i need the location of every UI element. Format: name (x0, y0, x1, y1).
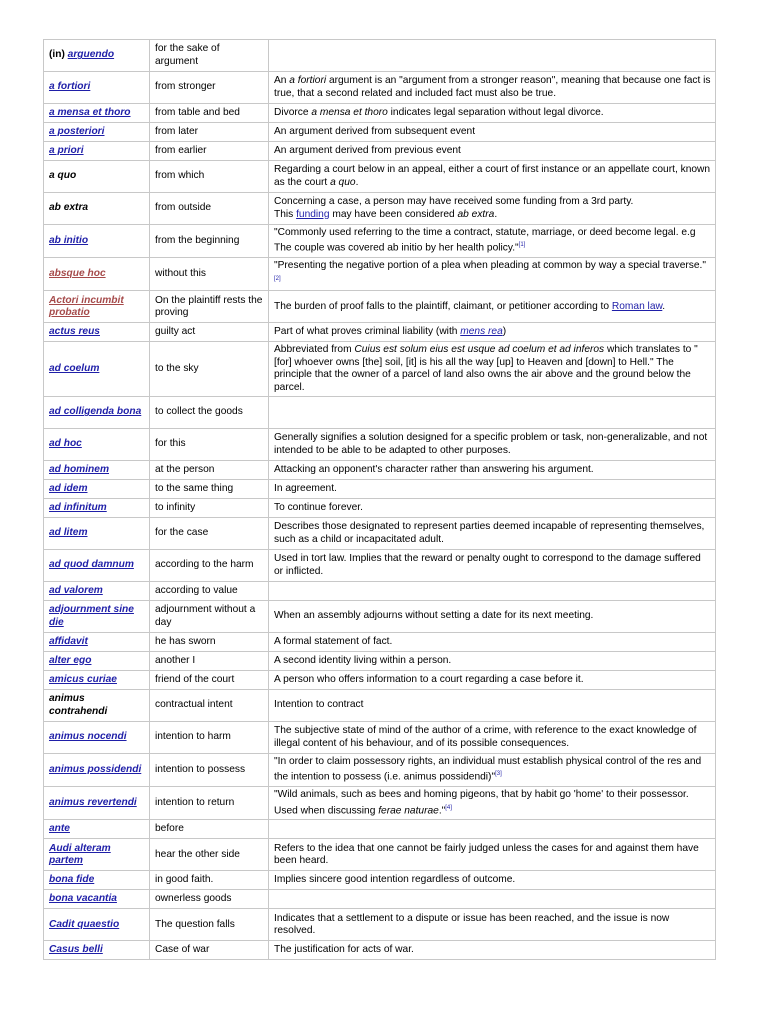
table-row (44, 671, 716, 690)
table-row (44, 690, 716, 722)
table-row (44, 397, 716, 429)
meaning-cell: to the same thing (150, 480, 269, 499)
table-row (44, 499, 716, 518)
description-cell: An argument derived from subsequent event (269, 123, 716, 142)
term-link[interactable]: amicus curiae (49, 673, 117, 685)
term-cell (44, 871, 150, 890)
term-cell (44, 323, 150, 342)
table-row (44, 429, 716, 461)
table-row (44, 461, 716, 480)
term-link[interactable]: bona vacantia (49, 893, 117, 905)
table-row (44, 820, 716, 839)
description-cell: A second identity living within a person. (269, 652, 716, 671)
italic-phrase: ab extra (457, 208, 495, 220)
description-cell (269, 40, 716, 72)
table-row (44, 909, 716, 941)
description-cell: Concerning a case, a person may have received some funding from a 3rd party. This funding may have been considered ab extra. (269, 193, 716, 225)
term-cell (44, 890, 150, 909)
meaning-cell: hear the other side (150, 839, 269, 871)
meaning-cell: in good faith. (150, 871, 269, 890)
term-link[interactable]: Casus belli (49, 944, 103, 956)
term-cell (44, 941, 150, 960)
term-cell (44, 225, 150, 258)
italic-phrase: Cuius est solum eius est usque ad coelum et ad inferos (354, 344, 605, 356)
description-cell: "Wild animals, such as bees and homing pigeons, that by habit go 'home' to their possessor. Used when discussing ferae naturae."[4] (269, 787, 716, 820)
table-row (44, 40, 716, 72)
term-cell (44, 142, 150, 161)
term-cell (44, 722, 150, 754)
term-text: ab extra (49, 202, 89, 214)
term-cell (44, 652, 150, 671)
description-cell: A formal statement of fact. (269, 633, 716, 652)
term-link[interactable]: ad infinitum (49, 501, 107, 513)
table-row (44, 941, 716, 960)
description-cell: "In order to claim possessory rights, an individual must establish physical control of the res and the intention to possess (i.e. animus possidendi)"[3] (269, 754, 716, 787)
description-cell: An argument derived from previous event (269, 142, 716, 161)
term-cell (44, 754, 150, 787)
table-row (44, 225, 716, 258)
table-row (44, 722, 716, 754)
legal-terms-page (43, 39, 715, 960)
meaning-cell: for the case (150, 518, 269, 550)
table-row (44, 123, 716, 142)
meaning-cell: contractual intent (150, 690, 269, 722)
term-link[interactable]: ab initio (49, 234, 89, 246)
table-row (44, 754, 716, 787)
term-link[interactable]: ad hominem (49, 463, 110, 475)
term-cell (44, 123, 150, 142)
meaning-cell: intention to harm (150, 722, 269, 754)
description-cell: Regarding a court below in an appeal, either a court of first instance or an appellate court, known as the court a quo. (269, 161, 716, 193)
term-cell (44, 671, 150, 690)
meaning-cell: from earlier (150, 142, 269, 161)
meaning-cell: before (150, 820, 269, 839)
meaning-cell: to collect the goods (150, 397, 269, 429)
description-cell: Refers to the idea that one cannot be fairly judged unless the cases for and against them have been heard. (269, 839, 716, 871)
term-link[interactable]: ante (49, 823, 70, 835)
description-cell: The subjective state of mind of the author of a crime, with reference to the exact knowledge of illegal content of his behaviour, and of its possible consequences. (269, 722, 716, 754)
term-link[interactable]: a posteriori (49, 125, 105, 137)
term-cell (44, 480, 150, 499)
table-row (44, 601, 716, 633)
meaning-cell: to infinity (150, 499, 269, 518)
italic-phrase: a mensa et thoro (311, 106, 388, 118)
term-cell (44, 550, 150, 582)
description-cell: Divorce a mensa et thoro indicates legal separation without legal divorce. (269, 104, 716, 123)
meaning-cell: ownerless goods (150, 890, 269, 909)
term-cell (44, 193, 150, 225)
description-link[interactable]: funding (296, 208, 330, 220)
meaning-cell: from the beginning (150, 225, 269, 258)
term-cell (44, 839, 150, 871)
meaning-cell: from stronger (150, 72, 269, 104)
description-cell (269, 890, 716, 909)
term-link[interactable]: animus possidendi (49, 763, 142, 775)
meaning-cell: The question falls (150, 909, 269, 941)
italic-phrase: a quo (330, 176, 356, 188)
table-body (44, 40, 716, 960)
term-link[interactable]: actus reus (49, 326, 100, 338)
term-cell (44, 161, 150, 193)
table-row (44, 161, 716, 193)
table-row (44, 480, 716, 499)
term-link[interactable]: animus nocendi (49, 731, 127, 743)
meaning-cell: from later (150, 123, 269, 142)
description-cell: Attacking an opponent's character rather than answering his argument. (269, 461, 716, 480)
meaning-cell: to the sky (150, 342, 269, 397)
meaning-cell: On the plaintiff rests the proving (150, 291, 269, 323)
table-row (44, 142, 716, 161)
meaning-cell: friend of the court (150, 671, 269, 690)
description-cell: Intention to contract (269, 690, 716, 722)
citation-link[interactable]: [4] (445, 804, 452, 811)
description-cell: "Commonly used referring to the time a contract, statute, marriage, or deed become legal. e.g The couple was covered ab initio by her health policy."[1] (269, 225, 716, 258)
meaning-cell: intention to return (150, 787, 269, 820)
meaning-cell: from table and bed (150, 104, 269, 123)
meaning-cell: guilty act (150, 323, 269, 342)
table-row (44, 787, 716, 820)
term-cell (44, 690, 150, 722)
description-cell: "Presenting the negative portion of a plea when pleading at common by way a special traverse."[2] (269, 258, 716, 291)
meaning-cell: at the person (150, 461, 269, 480)
description-cell: The justification for acts of war. (269, 941, 716, 960)
term-cell (44, 461, 150, 480)
meaning-cell: for this (150, 429, 269, 461)
table-row (44, 258, 716, 291)
description-cell: In agreement. (269, 480, 716, 499)
term-cell (44, 499, 150, 518)
table-row (44, 550, 716, 582)
term-link[interactable]: ad hoc (49, 438, 82, 450)
term-link[interactable]: absque hoc (49, 268, 106, 280)
description-cell: Part of what proves criminal liability (with mens rea) (269, 323, 716, 342)
description-cell: The burden of proof falls to the plaintiff, claimant, or petitioner according to Roman law. (269, 291, 716, 323)
term-link[interactable]: ad colligenda bona (49, 406, 142, 418)
term-link[interactable]: ad coelum (49, 363, 100, 375)
term-cell (44, 72, 150, 104)
meaning-cell: according to the harm (150, 550, 269, 582)
meaning-cell: from outside (150, 193, 269, 225)
term-cell (44, 258, 150, 291)
description-link[interactable]: Roman law (611, 300, 663, 312)
term-link[interactable]: bona fide (49, 874, 95, 886)
term-cell (44, 820, 150, 839)
table-row (44, 582, 716, 601)
term-link[interactable]: Cadit quaestio (49, 918, 120, 930)
description-cell (269, 582, 716, 601)
description-link[interactable]: mens rea (460, 326, 503, 338)
term-cell (44, 397, 150, 429)
table-row (44, 342, 716, 397)
italic-phrase: a fortiori (289, 75, 327, 87)
citation-link[interactable]: [2] (274, 275, 281, 282)
term-cell (44, 40, 150, 72)
table-row (44, 518, 716, 550)
citation-link[interactable]: [1] (518, 242, 526, 249)
term-cell (44, 633, 150, 652)
description-cell: Generally signifies a solution designed for a specific problem or task, non-generalizable, and not intended to be able to be adapted to other purposes. (269, 429, 716, 461)
table-row (44, 890, 716, 909)
term-prefix: (in) (49, 49, 68, 61)
table-row (44, 323, 716, 342)
italic-phrase: ferae naturae (378, 805, 439, 817)
description-cell (269, 397, 716, 429)
term-link[interactable]: affidavit (49, 635, 88, 647)
term-link[interactable]: ad quod damnum (49, 559, 134, 571)
description-cell: Used in tort law. Implies that the reward or penalty ought to correspond to the damage suffered or inflicted. (269, 550, 716, 582)
meaning-cell: from which (150, 161, 269, 193)
term-link[interactable]: a priori (49, 144, 84, 156)
term-cell (44, 582, 150, 601)
term-cell (44, 518, 150, 550)
term-link[interactable]: ad litem (49, 527, 88, 539)
term-link[interactable]: a fortiori (49, 81, 91, 93)
description-cell: A person who offers information to a court regarding a case before it. (269, 671, 716, 690)
citation-link[interactable]: [3] (495, 771, 502, 778)
term-link[interactable]: Actori incumbit probatio (49, 294, 124, 318)
term-cell (44, 291, 150, 323)
meaning-cell: adjournment without a day (150, 601, 269, 633)
table-row (44, 871, 716, 890)
description-cell (269, 820, 716, 839)
term-link[interactable]: alter ego (49, 654, 92, 666)
description-cell: An a fortiori argument is an "argument from a stronger reason", meaning that because one fact is true, that a second related and included fact must also be true. (269, 72, 716, 104)
term-link[interactable]: adjournment sine die (49, 604, 134, 628)
term-link[interactable]: arguendo (67, 49, 115, 61)
meaning-cell: another I (150, 652, 269, 671)
table-row (44, 652, 716, 671)
table-row (44, 72, 716, 104)
latin-legal-terms-table (43, 39, 716, 960)
description-cell: When an assembly adjourns without setting a date for its next meeting. (269, 601, 716, 633)
description-cell: Implies sincere good intention regardless of outcome. (269, 871, 716, 890)
meaning-cell: intention to possess (150, 754, 269, 787)
term-link[interactable]: ad valorem (49, 584, 103, 596)
term-cell (44, 104, 150, 123)
term-link[interactable]: Audi alteram partem (49, 842, 111, 866)
term-cell (44, 601, 150, 633)
table-row (44, 633, 716, 652)
table-row (44, 104, 716, 123)
meaning-cell: Case of war (150, 941, 269, 960)
meaning-cell: he has sworn (150, 633, 269, 652)
term-link[interactable]: a mensa et thoro (49, 106, 131, 118)
table-row (44, 839, 716, 871)
description-cell: To continue forever. (269, 499, 716, 518)
term-link[interactable]: ad idem (49, 482, 88, 494)
term-cell (44, 342, 150, 397)
meaning-cell: for the sake of argument (150, 40, 269, 72)
meaning-cell: according to value (150, 582, 269, 601)
term-cell (44, 787, 150, 820)
description-cell: Abbreviated from Cuius est solum eius est usque ad coelum et ad inferos which translates to "[for] whoever owns [the] soil, [it] is his all the way [up] to Heaven and [down] to Hell." The principle that the owner of a parcel of land also owns the air above and the ground below the parcel. (269, 342, 716, 397)
term-text: animus contrahendi (49, 693, 108, 717)
description-cell: Indicates that a settlement to a dispute or issue has been reached, and the issue is now resolved. (269, 909, 716, 941)
description-cell: Describes those designated to represent parties deemed incapable of representing themselves, such as a child or incapacitated adult. (269, 518, 716, 550)
table-row (44, 291, 716, 323)
meaning-cell: without this (150, 258, 269, 291)
term-cell (44, 429, 150, 461)
term-link[interactable]: animus revertendi (49, 797, 137, 809)
table-row (44, 193, 716, 225)
term-text: a quo (49, 170, 77, 182)
term-cell (44, 909, 150, 941)
